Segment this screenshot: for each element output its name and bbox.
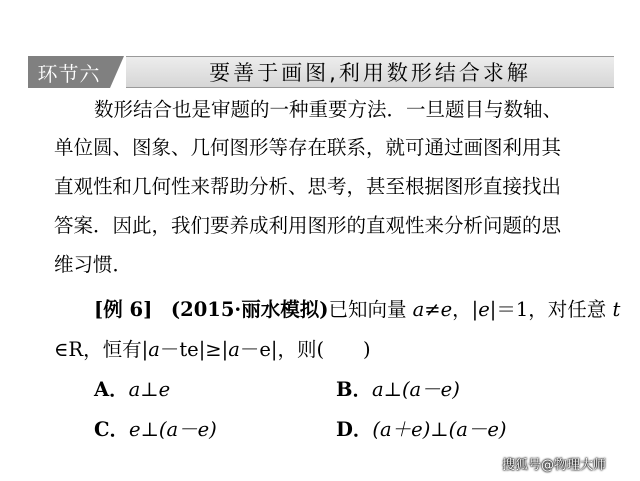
var-a: a	[412, 298, 425, 321]
option-b-text: a⊥(a－e)	[371, 378, 460, 401]
option-b	[336, 376, 460, 404]
paragraph-line-3: 直观性和几何性来帮助分析、思考，甚至根据图形直接找出	[54, 175, 562, 198]
option-a	[94, 376, 170, 404]
paragraph-line-5: 维习惯．	[54, 253, 133, 276]
tag-notch	[110, 56, 124, 88]
option-c-label: C．	[94, 418, 130, 441]
var-a: a	[148, 338, 160, 361]
paragraph-line-1: 数形结合也是审题的一种重要方法．一旦题目与数轴、	[94, 98, 563, 121]
option-a-text: a⊥e	[128, 378, 171, 401]
example-stem: －te|≥|	[159, 338, 229, 361]
example-stem: －e|，则( )	[239, 338, 371, 361]
option-d	[336, 416, 507, 444]
example-line-2	[54, 336, 371, 364]
option-c-text: e⊥(a－e)	[129, 418, 217, 441]
example-source: (2015·丽水模拟)	[170, 298, 329, 321]
neq-symbol: ≠	[424, 298, 441, 321]
paragraph-line-2: 单位圆、图象、几何图形等存在联系，就可通过画图利用其	[54, 136, 562, 159]
var-e: e	[478, 298, 490, 321]
section-banner	[28, 56, 614, 88]
paragraph-line-4: 答案．因此，我们要养成利用图形的直观性来分析问题的思	[54, 214, 562, 237]
option-d-label: D．	[336, 418, 373, 441]
example-stem: 已知向量	[328, 298, 413, 321]
option-c	[94, 416, 217, 444]
example-line-1	[94, 296, 620, 324]
example-stem: ∈R，恒有|	[54, 338, 149, 361]
var-t: t	[612, 298, 621, 321]
var-e: e	[440, 298, 453, 321]
example-stem: |＝1，对任意	[489, 298, 613, 321]
var-a: a	[228, 338, 240, 361]
section-tag: 环节六	[28, 56, 110, 88]
option-d-text: (a＋e)⊥(a－e)	[372, 418, 507, 441]
example-label: [例 6]	[94, 298, 153, 321]
section-heading: 要善于画图,利用数形结合求解	[126, 56, 614, 88]
watermark: 搜狐号@物理大师	[502, 458, 607, 473]
option-b-label: B．	[336, 378, 372, 401]
option-a-label: A．	[94, 378, 129, 401]
example-stem: ，|	[452, 298, 479, 321]
